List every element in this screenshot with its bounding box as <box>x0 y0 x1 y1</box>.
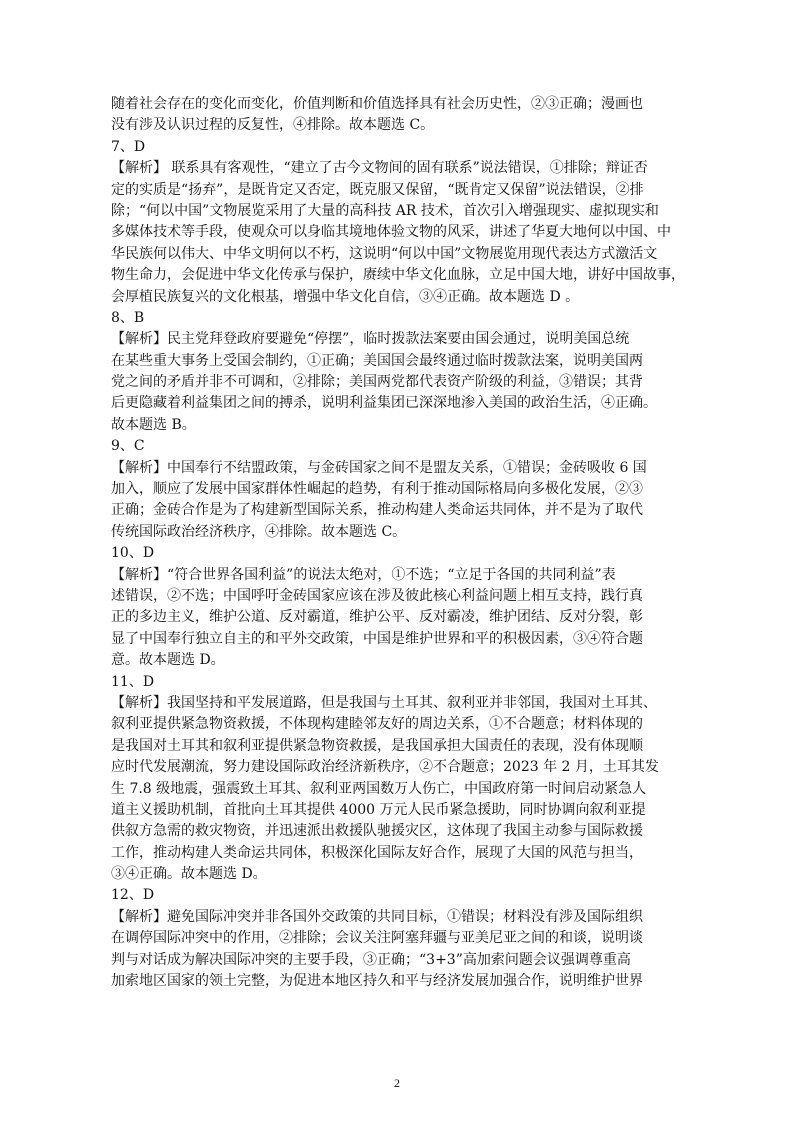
text-line: 随着社会存在的变化而变化，价值判断和价值选择具有社会历史性，②③正确；漫画也 <box>111 96 643 112</box>
text-line: 供叙方急需的救灾物资，并迅速派出救援队驰援灾区，这体现了我国主动参与国际救援 <box>111 823 643 840</box>
text-line: 11、D <box>111 673 155 690</box>
text-line: 意。故本题选 D。 <box>111 652 225 669</box>
text-line: 判与对话成为解决国际冲突的主要手段，③正确；“3+3”高加索问题会议强调尊重高 <box>111 951 631 968</box>
text-line: 叙利亚提供紧急物资救援，不体现构建睦邻友好的周边关系，①不合题意；材料体现的 <box>111 716 643 733</box>
text-line: 9、C <box>111 438 145 455</box>
text-line: 定的实质是“扬弃”，是既肯定又否定，既克服又保留，“既肯定又保留”说法错误，②排 <box>111 181 644 198</box>
document-body <box>111 94 687 992</box>
text-line: 10、D <box>111 545 155 562</box>
text-line: 加索地区国家的领土完整，为促进本地区持久和平与经济发展加强合作，说明维护世界 <box>111 973 643 990</box>
text-line: ③④正确。故本题选 D。 <box>111 866 267 883</box>
text-line: 应时代发展潮流，努力建设国际政治经济新秩序，②不合题意；2023 年 2 月，土耳其发 <box>111 759 659 776</box>
text-line: 【解析】避免国际冲突并非各国外交政策的共同目标，①错误；材料没有涉及国际组织 <box>111 908 643 925</box>
text-line: 【解析】民主党拜登政府要避免“停摆”，临时拨款法案要由国会通过，说明美国总统 <box>111 331 630 348</box>
text-line: 党之间的矛盾并非不可调和，②排除；美国两党都代表资产阶级的利益，③错误；其背 <box>111 374 643 391</box>
text-line: 8、B <box>111 309 145 326</box>
text-line: 没有涉及认识过程的反复性，④排除。故本题选 C。 <box>111 117 435 134</box>
text-line: 道主义援助机制，首批向土耳其提供 4000 万元人民币紧急援助，同时协调向叙利亚提 <box>111 801 646 818</box>
text-line: 【解析】我国坚持和平发展道路，但是我国与土耳其、叙利亚并非邻国，我国对土耳其、 <box>111 694 657 711</box>
text-line: 除；“何以中国”文物展览采用了大量的高科技 AR 技术，首次引入增强现实、虚拟现实和 <box>111 202 659 219</box>
text-line: 传统国际政治经济秩序，④排除。故本题选 C。 <box>111 523 407 540</box>
text-line: 在调停国际冲突中的作用，②排除；会议关注阿塞拜疆与亚美尼亚之间的和谈，说明谈 <box>111 930 643 947</box>
text-line: 12、D <box>111 887 155 904</box>
text-line: 后更隐藏着利益集团之间的搏杀，说明利益集团已深深地渗入美国的政治生活，④正确。 <box>111 395 657 412</box>
text-line: 【解析】“符合世界各国利益”的说法太绝对，①不选；“立足于各国的共同利益”表 <box>111 566 616 583</box>
text-line: 【解析】 联系具有客观性，“建立了古今文物间的固有联系”说法错误，①排除；辩证否 <box>111 160 648 177</box>
text-line: 华民族何以伟大、中华文明何以不朽，这说明“何以中国”文物展览用现代表达方式激活文 <box>111 245 658 262</box>
text-line: 故本题选 B。 <box>111 416 196 433</box>
text-line: 是我国对土耳其和叙利亚提供紧急物资救援，是我国承担大国责任的表现，没有体现顺 <box>111 737 643 754</box>
text-line: 正的多边主义，维护公道、反对霸道，维护公平、反对霸凌，维护团结、反对分裂，彰 <box>111 609 643 626</box>
text-line: 多媒体技术等手段，使观众可以身临其境地体验文物的风采，讲述了华夏大地何以中国、中 <box>111 224 671 241</box>
text-line: 述错误，②不选；中国呼吁金砖国家应该在涉及彼此核心利益问题上相互支持，践行真 <box>111 587 643 604</box>
text-line: 显了中国奉行独立自主的和平外交政策，中国是维护世界和平的积极因素，③④符合题 <box>111 630 643 647</box>
text-line: 7、D <box>111 138 146 155</box>
text-line: 【解析】中国奉行不结盟政策，与金砖国家之间不是盟友关系，①错误；金砖吸收 6 国 <box>111 459 647 476</box>
text-line: 加入，顺应了发展中国家群体性崛起的趋势，有利于推动国际格局向多极化发展，②③ <box>111 481 643 498</box>
text-line: 正确；金砖合作是为了构建新型国际关系，推动构建人类命运共同体，并不是为了取代 <box>111 502 643 519</box>
text-line: 会厚植民族复兴的文化根基，增强中华文化自信，③④正确。故本题选 D 。 <box>111 288 580 305</box>
text-line: 生 7.8 级地震，强震致土耳其、叙利亚两国数万人伤亡，中国政府第一时间启动紧急人 <box>111 780 647 797</box>
text-line: 在某些重大事务上受国会制约，①正确；美国国会最终通过临时拨款法案，说明美国两 <box>111 352 643 369</box>
text-line: 物生命力，会促进中华文化传承与保护，赓续中华文化血脉，立足中国大地，讲好中国故事， <box>111 267 685 284</box>
text-line: 工作，推动构建人类命运共同体，积极深化国际友好合作，展现了大国的风范与担当， <box>111 844 643 861</box>
page-number: 2 <box>394 1076 400 1090</box>
